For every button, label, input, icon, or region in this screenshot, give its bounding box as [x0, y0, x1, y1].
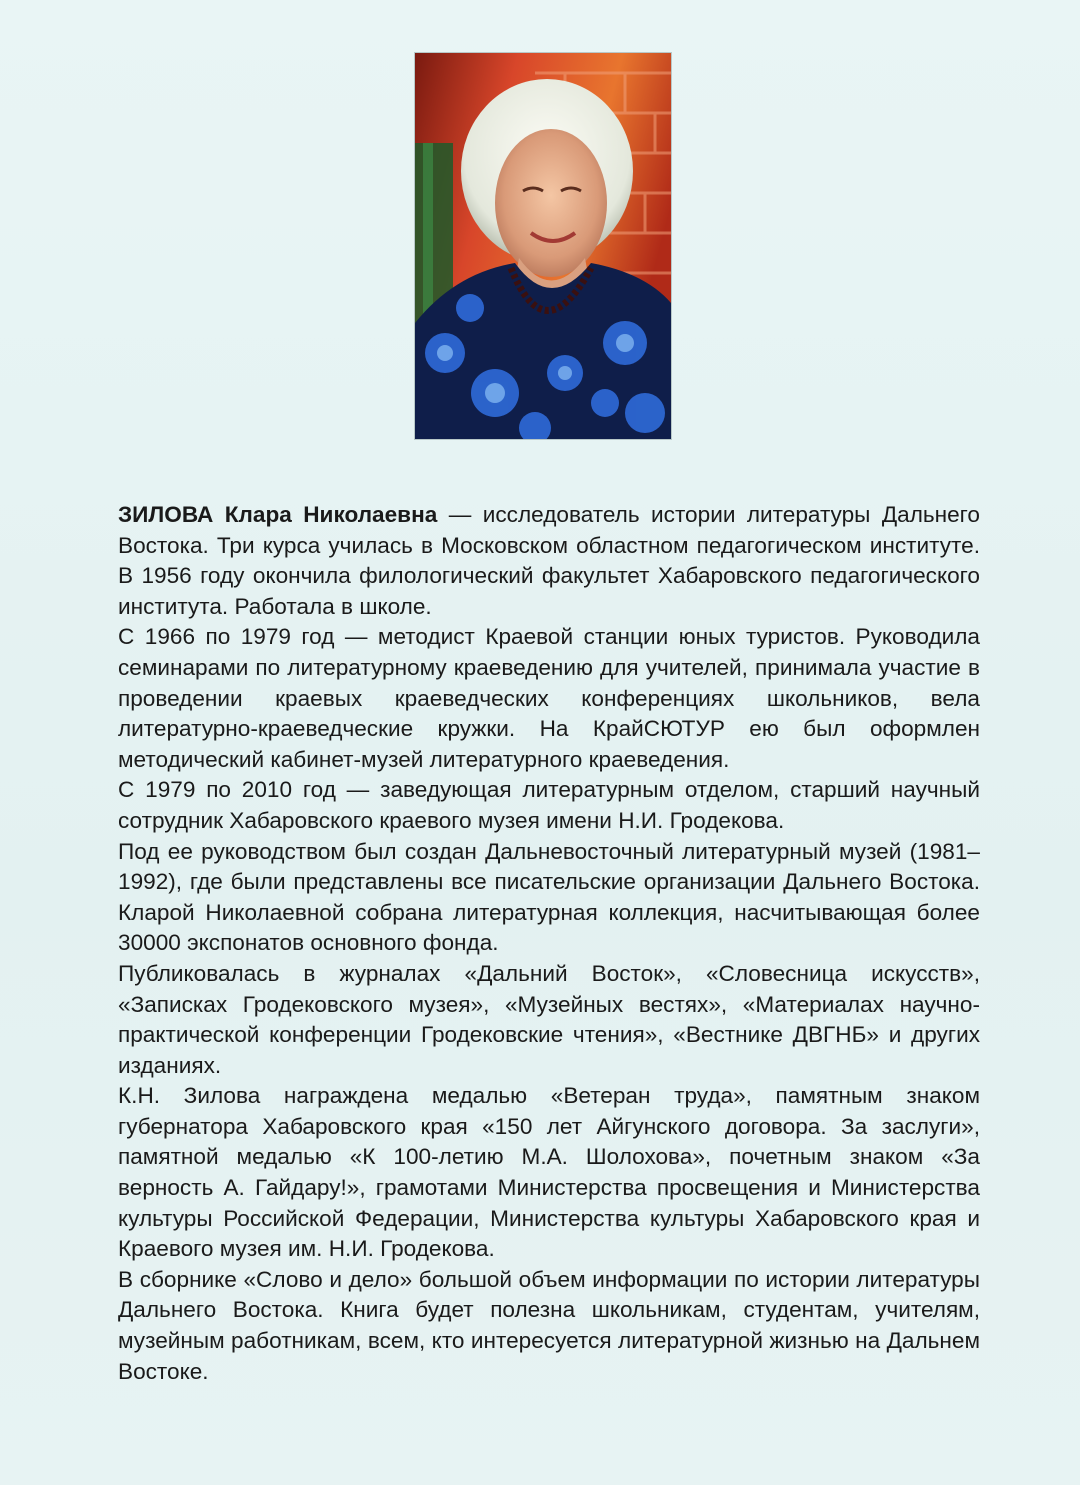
- bio-paragraph-1-text: — исследователь истории литературы Дальнего Востока. Три курса училась в Московском областном педагогическом институте. В 1956 году окончила филологический факультет Хабаровского педагогического института. Работала в школе.: [118, 502, 980, 619]
- author-portrait: [415, 53, 671, 439]
- bio-paragraph-7: В сборнике «Слово и дело» большой объем информации по истории литературы Дальнего Востока. Книга будет полезна школьникам, студентам, учителям, музейным работникам, всем, кто интересуется литературной жизнью на Дальнем Востоке.: [118, 1266, 980, 1384]
- bio-paragraph-5: Публиковалась в журналах «Дальний Восток», «Словесница искусств», «Записках Гродековского музея», «Музейных вестях», «Материалах научно-практической конференции Гродековские чтения», «Вестнике ДВГНБ» и других изданиях.: [118, 960, 980, 1078]
- portrait-photo-icon: [415, 53, 671, 439]
- bio-paragraph-3: С 1979 по 2010 год — заведующая литературным отделом, старший научный сотрудник Хабаровского краевого музея имени Н.И. Гродекова.: [118, 777, 980, 833]
- bio-paragraph-2: С 1966 по 1979 год — методист Краевой станции юных туристов. Руководила семинарами по литературному краеведению для учителей, принимала участие в проведении краевых краеведческих конференциях школьников, вела литературно-краеведческие кружки. На КрайСЮТУР ею был оформлен методический кабинет-музей литературного краеведения.: [118, 624, 980, 772]
- author-name: ЗИЛОВА Клара Николаевна: [118, 502, 438, 527]
- author-biography: [118, 500, 980, 1387]
- bio-paragraph-4: Под ее руководством был создан Дальневосточный литературный музей (1981–1992), где были представлены все писательские организации Дальнего Востока. Кларой Николаевной собрана литературная коллекция, насчитывающая более 30000 экспонатов основного фонда.: [118, 838, 980, 956]
- bio-paragraph-1: [118, 500, 980, 622]
- bio-paragraph-6: К.Н. Зилова награждена медалью «Ветеран труда», памятным знаком губернатора Хабаровского края «150 лет Айгунского договора. За заслуги», памятной медалью «К 100-летию М.А. Шолохова», почетным знаком «За верность А. Гайдару!», грамотами Министерства просвещения и Министерства культуры Российской Федерации, Министерства культуры Хабаровского края и Краевого музея им. Н.И. Гродекова.: [118, 1083, 980, 1262]
